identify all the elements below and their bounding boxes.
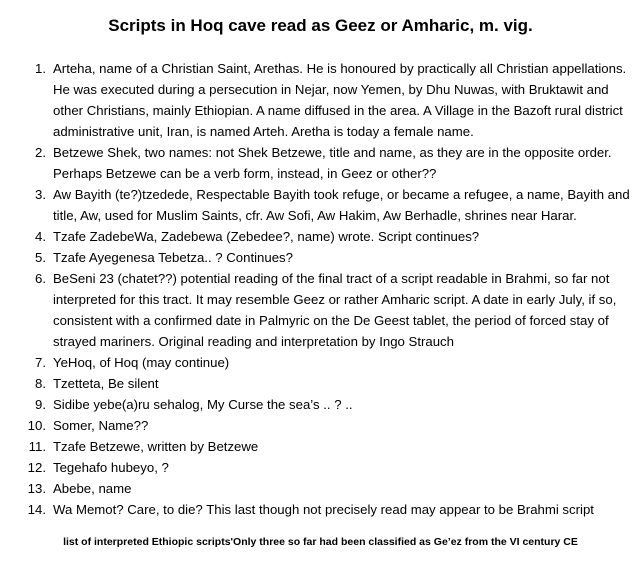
list-item — [20, 478, 632, 499]
item-text: Wa Memot? Care, to die? This last though not precisely read may appear to be Brahmi script — [53, 502, 594, 517]
item-text: Tzafe Betzewe, written by Betzewe — [53, 439, 259, 454]
list-item — [20, 415, 632, 436]
item-text: Tzetteta, Be silent — [53, 376, 159, 391]
item-number: 2. — [35, 145, 46, 160]
list-item — [20, 184, 632, 226]
item-text: YeHoq, of Hoq (may continue) — [53, 355, 230, 370]
item-number: 12. — [27, 460, 46, 475]
list-item — [20, 58, 632, 142]
list-item — [20, 436, 632, 457]
item-text: Tegehafo hubeyo, ? — [53, 460, 169, 475]
item-number: 6. — [35, 271, 46, 286]
item-text: Tzafe Ayegenesa Tebetza.. ? Continues? — [53, 250, 293, 265]
list-item — [20, 247, 632, 268]
item-number: 4. — [35, 229, 46, 244]
list-item — [20, 457, 632, 478]
item-number: 9. — [35, 397, 46, 412]
list-item — [20, 499, 632, 520]
list-item — [20, 373, 632, 394]
item-number: 14. — [27, 502, 46, 517]
item-text: Arteha, name of a Christian Saint, Arethas. He is honoured by practically all Christian appellations. He was executed during a persecution in Nejar, now Yemen, by Dhu Nuwas, with Bruktawit and other Christians, mainly Ethiopian. A name diffused in the area. A Village in the Bazoft rural district administrative unit, Iran, is named Arteh. Aretha is today a female name. — [53, 61, 627, 139]
item-number: 8. — [35, 376, 46, 391]
item-text: Aw Bayith (te?)tzedede, Respectable Bayith took refuge, or became a refugee, a name, Bayith and title, Aw, used for Muslim Saints, cfr. Aw Sofi, Aw Hakim, Aw Berhadle, shrines near Harar. — [53, 187, 630, 223]
item-number: 13. — [27, 481, 46, 496]
item-text: Sidibe yebe(a)ru sehalog, My Curse the sea’s .. ? .. — [53, 397, 353, 412]
item-number: 3. — [35, 187, 46, 202]
list-item — [20, 226, 632, 247]
list-item — [20, 142, 632, 184]
item-text: BeSeni 23 (chatet??) potential reading of the final tract of a script readable in Brahmi, so far not interpreted for this tract. It may resemble Geez or rather Amharic script. A date in early July, if so, consistent with a confirmed date in Palmyric on the De Geest tablet, the period of forced stay of strayed mariners. Original reading and interpretation by Ingo Strauch — [53, 271, 617, 349]
item-text: Betzewe Shek, two names: not Shek Betzewe, title and name, as they are in the opposite order. Perhaps Betzewe can be a verb form, instead, in Geez or other?? — [53, 145, 612, 181]
item-number: 7. — [35, 355, 46, 370]
item-text: Somer, Name?? — [53, 418, 149, 433]
figure-caption: list of interpreted Ethiopic scripts'Only three so far had been classified as Ge’ez from the VI century CE — [63, 536, 578, 548]
document-title: Scripts in Hoq cave read as Geez or Amharic, m. vig. — [108, 16, 533, 35]
item-number: 11. — [28, 439, 46, 454]
item-text: Abebe, name — [53, 481, 132, 496]
list-item — [20, 268, 632, 352]
script-list — [20, 58, 632, 520]
list-item — [20, 394, 632, 415]
item-number: 1. — [35, 61, 46, 76]
list-item — [20, 352, 632, 373]
item-number: 10. — [27, 418, 46, 433]
item-number: 5. — [35, 250, 46, 265]
item-text: Tzafe ZadebeWa, Zadebewa (Zebedee?, name) wrote. Script continues? — [53, 229, 480, 244]
